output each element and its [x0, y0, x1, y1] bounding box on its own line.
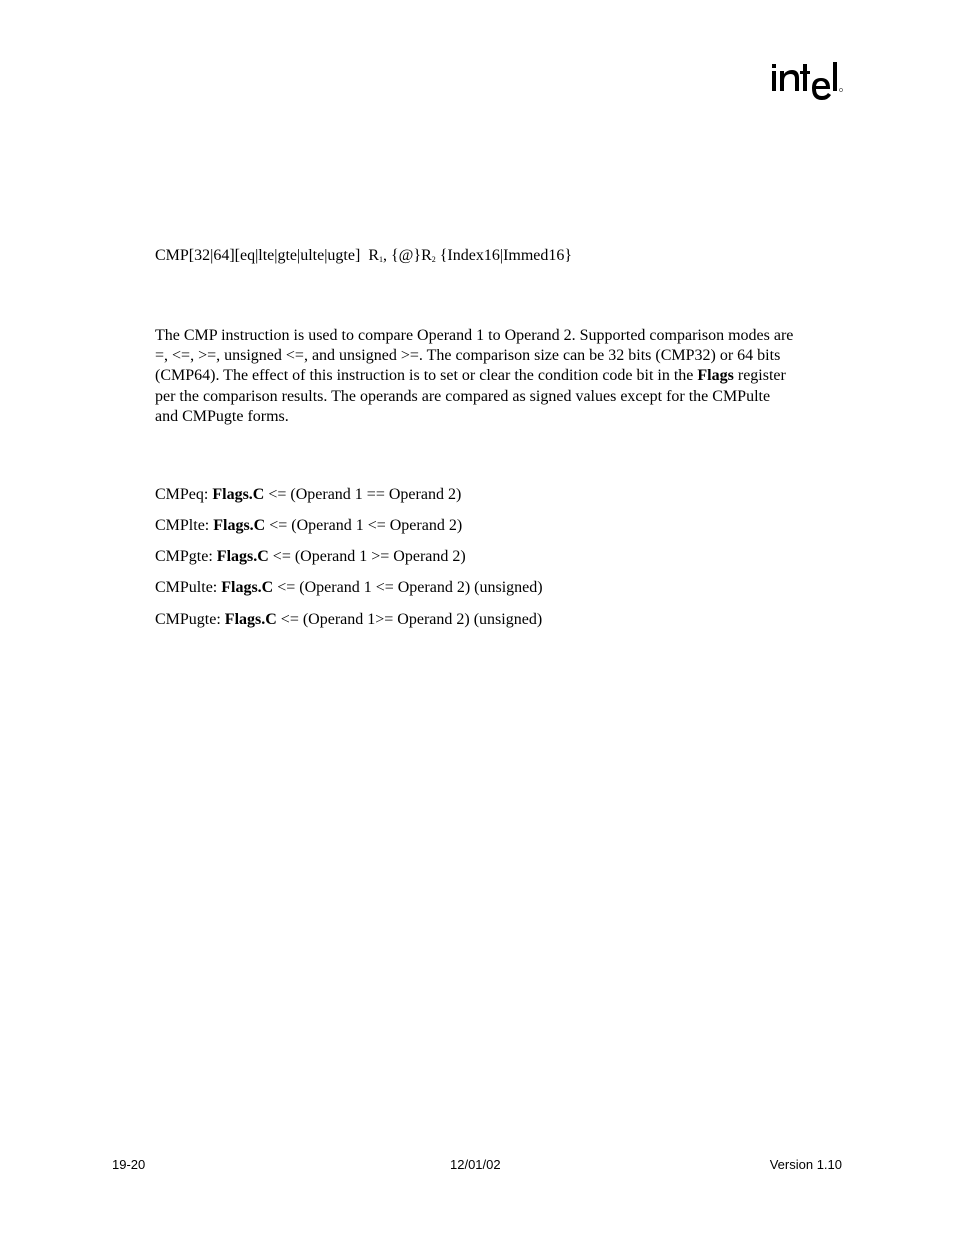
- syntax-operand2-sub: 2: [431, 255, 436, 264]
- operation-item: CMPlte: Flags.C <= (Operand 1 <= Operand 2): [155, 517, 463, 534]
- description-line: =, <=, >=, unsigned <=, and unsigned >=. The comparison size can be 32 bits (CMP32) or 64 bits: [155, 347, 781, 365]
- description-line: per the comparison results. The operands are compared as signed values except for the CMPulte: [155, 387, 771, 405]
- operation-item: CMPgte: Flags.C <= (Operand 1 >= Operand 2): [155, 548, 466, 565]
- syntax-separator: , {@}: [382, 247, 422, 264]
- syntax-suffix: {Index16|Immed16}: [439, 247, 573, 264]
- document-version: Version 1.10: [769, 1157, 842, 1172]
- page-number: 19-20: [112, 1157, 146, 1172]
- description-line: (CMP64). The effect of this instruction is to set or clear the condition code bit in the Flags register: [155, 367, 786, 385]
- document-date: 12/01/02: [450, 1157, 501, 1172]
- syntax-operand2: R: [421, 247, 432, 264]
- description-line: and CMPugte forms.: [155, 407, 289, 425]
- operation-item: CMPulte: Flags.C <= (Operand 1 <= Operand 2) (unsigned): [155, 579, 543, 596]
- syntax-operand1: R: [368, 247, 379, 264]
- flags-term: Flags: [697, 367, 734, 385]
- intel-logo-icon: [770, 56, 850, 108]
- operation-item: CMPeq: Flags.C <= (Operand 1 == Operand 2): [155, 486, 462, 503]
- syntax-operand1-sub: 1: [378, 255, 383, 264]
- description-line: The CMP instruction is used to compare Operand 1 to Operand 2. Supported comparison modes are: [155, 327, 794, 344]
- syntax-prefix: CMP[32|64][eq|lte|gte|ulte|ugte]: [155, 247, 361, 264]
- description-paragraph: [155, 326, 845, 427]
- instruction-syntax: [155, 246, 572, 270]
- intel-logo: [770, 56, 850, 108]
- operation-item: CMPugte: Flags.C <= (Operand 1>= Operand 2) (unsigned): [155, 611, 543, 628]
